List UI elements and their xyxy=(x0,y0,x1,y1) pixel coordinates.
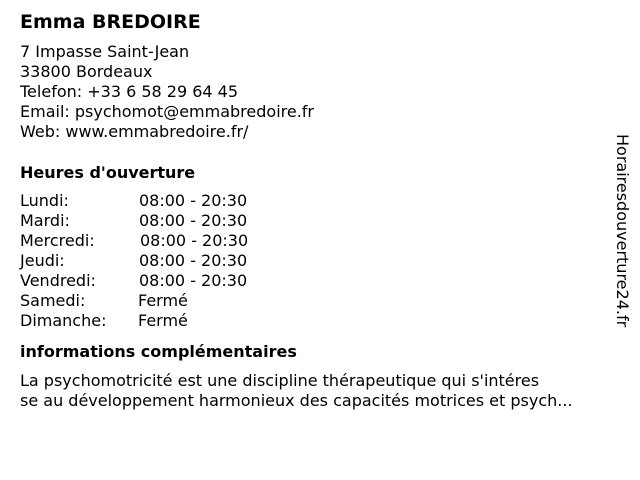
day-hours: Fermé xyxy=(138,311,188,330)
hours-row-mercredi xyxy=(20,231,610,251)
business-name: Emma BREDOIRE xyxy=(20,11,201,33)
site-watermark: Horairesdouverture24.fr xyxy=(613,134,632,328)
additional-info-text xyxy=(20,371,610,411)
day-label: Samedi: xyxy=(20,291,86,310)
day-label: Jeudi: xyxy=(20,251,65,270)
opening-hours-table xyxy=(20,191,610,331)
hours-row-jeudi xyxy=(20,251,610,271)
website-address: Web: www.emmabredoire.fr/ xyxy=(20,122,249,141)
opening-hours-title: Heures d'ouverture xyxy=(20,163,196,182)
info-line: La psychomotricité est une discipline thérapeutique qui s'intéres xyxy=(20,371,540,390)
day-label: Mercredi: xyxy=(20,231,95,250)
city-postal: 33800 Bordeaux xyxy=(20,62,153,81)
day-label: Mardi: xyxy=(20,211,70,230)
day-hours: 08:00 - 20:30 xyxy=(139,191,248,210)
contact-block xyxy=(20,42,610,142)
info-line: se au développement harmonieux des capacités motrices et psych... xyxy=(20,391,573,410)
day-hours: Fermé xyxy=(138,291,188,310)
day-label: Vendredi: xyxy=(20,271,96,290)
hours-row-dimanche xyxy=(20,311,610,331)
day-label: Lundi: xyxy=(20,191,69,210)
hours-row-mardi xyxy=(20,211,610,231)
day-label: Dimanche: xyxy=(20,311,107,330)
business-card xyxy=(20,10,610,411)
day-hours: 08:00 - 20:30 xyxy=(139,251,248,270)
hours-row-vendredi xyxy=(20,271,610,291)
day-hours: 08:00 - 20:30 xyxy=(140,231,249,250)
day-hours: 08:00 - 20:30 xyxy=(139,211,248,230)
day-hours: 08:00 - 20:30 xyxy=(139,271,248,290)
email-address: Email: psychomot@emmabredoire.fr xyxy=(20,102,315,121)
additional-info-title: informations complémentaires xyxy=(20,342,297,361)
hours-row-lundi xyxy=(20,191,610,211)
hours-row-samedi xyxy=(20,291,610,311)
phone-number: Telefon: +33 6 58 29 64 45 xyxy=(20,82,239,101)
street-address: 7 Impasse Saint-Jean xyxy=(20,42,190,61)
